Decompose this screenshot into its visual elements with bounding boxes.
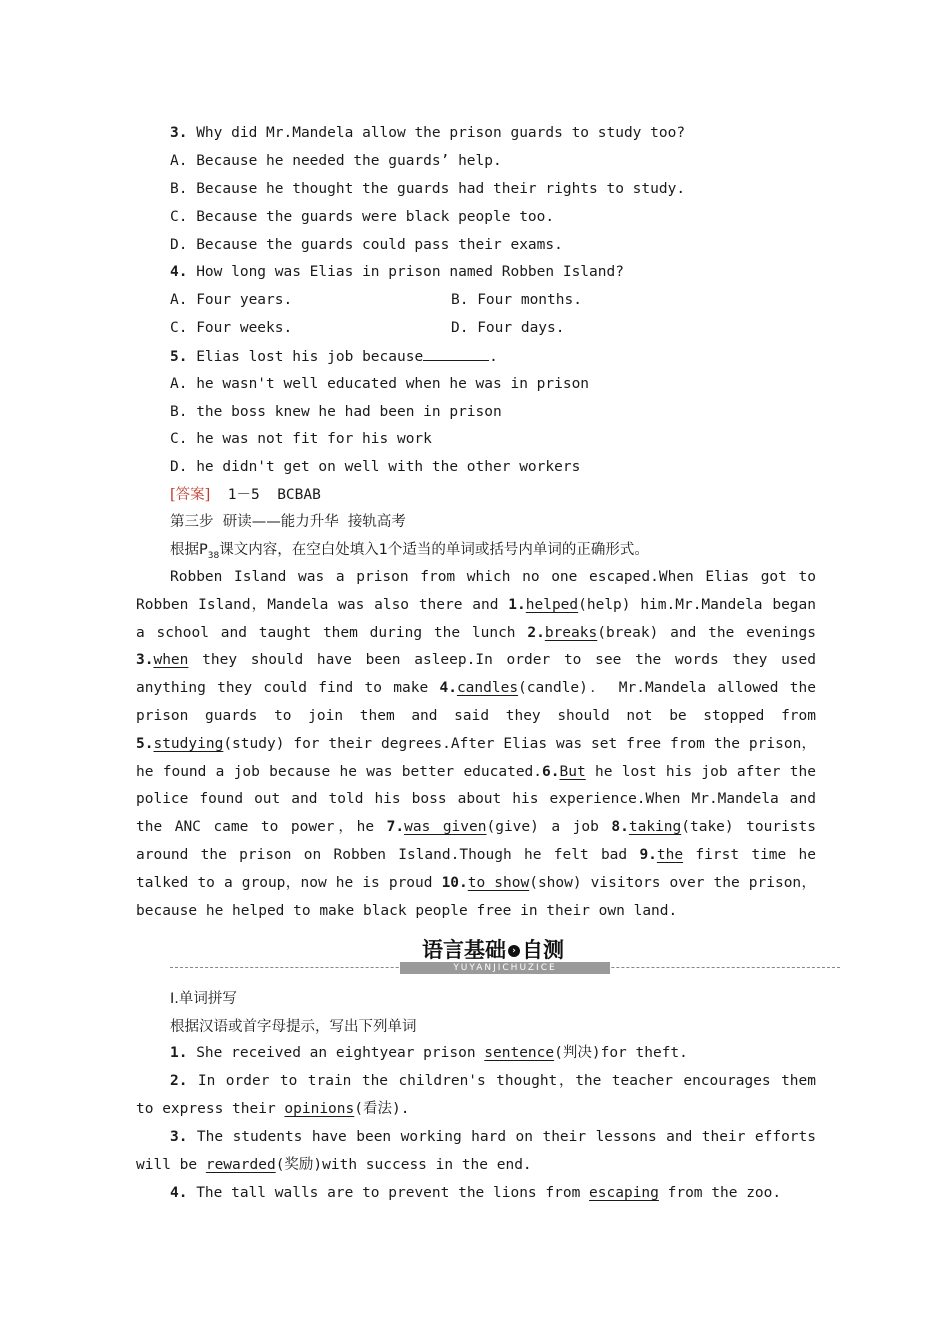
exercise-number: 4. (170, 1185, 188, 1201)
exercise-answer: escaping (589, 1185, 659, 1201)
option-b: B. Four months. (451, 292, 582, 308)
blank-answer: to show (467, 874, 530, 891)
option-a: A. Four years. (170, 292, 293, 308)
option-d: D. Because the guards could pass their exams. (170, 237, 563, 253)
question-number: 5. (170, 349, 188, 365)
section-banner (170, 930, 840, 978)
passage-text: (take) tourists around the prison on Robben Island.Though he felt bad (136, 819, 816, 863)
blank-number: 1. (508, 596, 526, 613)
blank-number: 8. (611, 819, 629, 836)
blank-answer: the (656, 846, 684, 863)
passage-text: (candle)． Mr.Mandela allowed the prison guards to join them and said they should not be stopped from (136, 680, 816, 724)
blank-answer: But (559, 763, 586, 780)
blank-number: 9. (639, 846, 657, 863)
banner-title (422, 934, 564, 964)
option-c: C. Because the guards were black people too. (170, 209, 555, 225)
exercise-2 (136, 1068, 816, 1124)
page-subscript: 38 (207, 550, 220, 561)
passage-text: (give) a job (486, 819, 612, 836)
blank-answer: when (153, 652, 189, 669)
exercise-text-end: (看法). (354, 1100, 410, 1117)
blank-answer: taking (628, 819, 682, 836)
option-a: A. Because he needed the guards’ help. (170, 153, 502, 169)
section-title: Ⅰ.单词拼写 (170, 991, 237, 1007)
option-c: C. Four weeks. (170, 320, 293, 336)
exercise-text-end: (判决)for theft. (554, 1045, 688, 1061)
question-number: 3. (170, 125, 188, 141)
option-a: A. he wasn't well educated when he was in prison (170, 376, 590, 392)
answer-blank (423, 346, 489, 361)
answer-text: 1－5 BCBAB (210, 487, 321, 503)
exercise-text: The students have been working hard on their lessons and their efforts will be (136, 1129, 816, 1173)
question-4 (170, 262, 850, 282)
exercise-answer: sentence (484, 1045, 555, 1061)
exercise-number: 2. (170, 1073, 188, 1089)
passage-text: first time he talked to a group，now he is proud (136, 846, 817, 891)
question-text: How long was Elias in prison named Robben Island? (187, 264, 624, 280)
blank-number: 3. (136, 652, 154, 669)
question-text-end: . (489, 349, 498, 365)
exercise-answer: rewarded (205, 1156, 276, 1173)
instruction-text: 根据P (170, 542, 208, 558)
passage-text: (study) for their degrees.After Elias was set free from the prison，he found a job because he was better educated. (136, 735, 816, 780)
answer-tag: [答案] (170, 487, 211, 503)
blank-number: 5. (136, 735, 154, 752)
chevron-right-icon: › (508, 945, 520, 957)
passage-text: (break) and the evenings (597, 624, 816, 641)
banner-title-right: 自测 (522, 938, 564, 962)
exercise-text: She received an eightyear prison (187, 1045, 485, 1061)
option-d: D. he didn't get on well with the other workers (170, 459, 581, 475)
exercise-1 (136, 1040, 816, 1068)
option-b: B. the boss knew he had been in prison (170, 404, 502, 420)
banner-title-left: 语言基础 (422, 938, 506, 962)
instruction (170, 540, 850, 566)
question-text: Why did Mr.Mandela allow the prison guards to study too? (187, 125, 686, 141)
option-b: B. Because he thought the guards had their rights to study. (170, 181, 686, 197)
blank-answer: helped (525, 596, 579, 613)
blank-number: 4. (439, 680, 457, 697)
blank-answer: was given (404, 819, 487, 836)
exercise-number: 3. (170, 1129, 188, 1145)
option-c: C. he was not fit for his work (170, 431, 432, 447)
question-3 (170, 123, 850, 143)
blank-number: 6. (542, 763, 560, 780)
exercise-3 (136, 1124, 816, 1180)
banner-subtitle: YUYANJICHUZICE (400, 962, 610, 974)
exercise-answer: opinions (284, 1100, 355, 1117)
option-d: D. Four days. (451, 320, 565, 336)
blank-number: 7. (386, 819, 405, 836)
passage (136, 564, 816, 925)
question-text: Elias lost his job because (187, 349, 424, 365)
exercise-text: In order to train the children's thought，the teacher encourages them to express their (136, 1073, 816, 1117)
step-title: 第三步 研读——能力升华 接轨高考 (170, 514, 406, 530)
passage-text: they should have been asleep.In order to see the words they used anything they could find to make (136, 652, 816, 697)
section-instruction: 根据汉语或首字母提示，写出下列单词 (170, 1019, 417, 1035)
exercise-text-end: from the zoo. (658, 1185, 782, 1201)
blank-answer: candles (456, 680, 519, 697)
exercise-number: 1. (170, 1045, 188, 1061)
question-5 (170, 346, 850, 367)
question-number: 4. (170, 264, 188, 280)
passage-text: he lost his job after the police found out and told his boss about his experience.When Mr.Mandela and the ANC came to power，he (136, 763, 816, 836)
blank-answer: breaks (544, 624, 598, 641)
exercise-text: The tall walls are to prevent the lions from (187, 1185, 590, 1201)
instruction-text-end: 课文内容，在空白处填入1个适当的单词或括号内单词的正确形式。 (219, 542, 649, 558)
blank-number: 2. (527, 624, 545, 641)
answer-line (170, 485, 850, 505)
passage-text: (show) visitors over the prison， because he helped to make black people free in their own land. (136, 874, 816, 919)
exercise-4 (136, 1180, 816, 1208)
blank-answer: studying (153, 735, 224, 752)
passage-text: Robben Island was a prison from which no one escaped.When Elias got to Robben Island，Mandela was also there and (136, 569, 816, 613)
blank-number: 10. (441, 874, 468, 891)
passage-text: (help) him.Mr.Mandela began a school and taught them during the lunch (136, 596, 816, 641)
exercise-text-end: (奖励)with success in the end. (275, 1156, 532, 1173)
